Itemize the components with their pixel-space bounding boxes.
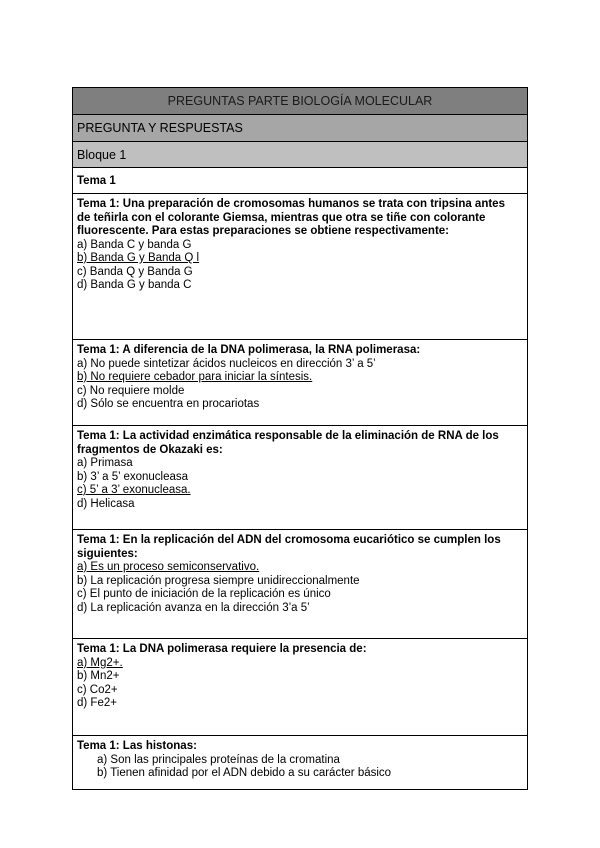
answer-option: a) Son las principales proteínas de la cromatina (97, 753, 340, 766)
questions-table (72, 87, 528, 790)
answer-option: d) Banda G y banda C (77, 279, 192, 291)
answer-option: c) Banda Q y Banda G (77, 265, 193, 278)
answer-option: d) Helicasa (77, 497, 135, 510)
question-text: Tema 1: La actividad enzimática responsable de la eliminación de RNA de los fragmentos de Okazaki es: (77, 430, 499, 456)
answer-option: d) Sólo se encuentra en procariotas (77, 398, 260, 410)
answer-option: a) Banda C y banda G (77, 238, 192, 251)
question-text: Tema 1: Las histonas: (77, 740, 197, 752)
question-text: Tema 1: En la replicación del ADN del cromosoma eucariótico se cumplen los siguientes: (77, 534, 501, 560)
question-row (73, 194, 527, 340)
question-text: Tema 1: La DNA polimerasa requiere la presencia de: (77, 643, 367, 655)
question-row (73, 426, 527, 530)
answer-option: c) El punto de iniciación de la replicación es único (77, 588, 331, 600)
answer-option: b) Mn2+ (77, 670, 120, 682)
answer-option: a) Primasa (77, 457, 133, 469)
page-title: PREGUNTAS PARTE BIOLOGÍA MOLECULAR (73, 88, 527, 115)
answer-option: b) 3’ a 5’ exonucleasa (77, 470, 189, 483)
question-text: Tema 1: Una preparación de cromosomas humanos se trata con tripsina antes de teñirla con el colorante Giemsa, mientras que otra se tiñe con colorante fluorescente. Para estas preparaciones se obtiene respectivamente: (77, 198, 505, 237)
answer-option-correct: c) 5’ a 3’ exonucleasa. (77, 484, 191, 496)
question-row (73, 736, 527, 790)
answer-option-correct: b) No requiere cebador para iniciar la síntesis. (77, 371, 313, 383)
answer-option-correct: a) Mg2+. (77, 656, 123, 669)
answer-option: b) La replicación progresa siempre unidireccionalmente (77, 574, 360, 587)
answer-option-correct: a) Es un proceso semiconservativo. (77, 561, 260, 573)
answer-option: c) No requiere molde (77, 384, 185, 397)
question-row (73, 340, 527, 426)
answer-option: c) Co2+ (77, 683, 118, 696)
question-row (73, 530, 527, 639)
question-row (73, 639, 527, 736)
tema-label: Tema 1 (73, 168, 527, 194)
subheader: PREGUNTA Y RESPUESTAS (73, 115, 527, 142)
block-label: Bloque 1 (73, 142, 527, 168)
answer-option-correct: b) Banda G y Banda Q l (77, 252, 200, 264)
answer-option: a) No puede sintetizar ácidos nucleicos en dirección 3’ a 5’ (77, 357, 376, 370)
answer-option: d) Fe2+ (77, 697, 117, 709)
question-text: Tema 1: A diferencia de la DNA polimerasa, la RNA polimerasa: (77, 344, 421, 356)
answer-option: d) La replicación avanza en la dirección 3’a 5’ (77, 601, 310, 614)
answer-option: b) Tienen afinidad por el ADN debido a su carácter básico (97, 767, 392, 779)
